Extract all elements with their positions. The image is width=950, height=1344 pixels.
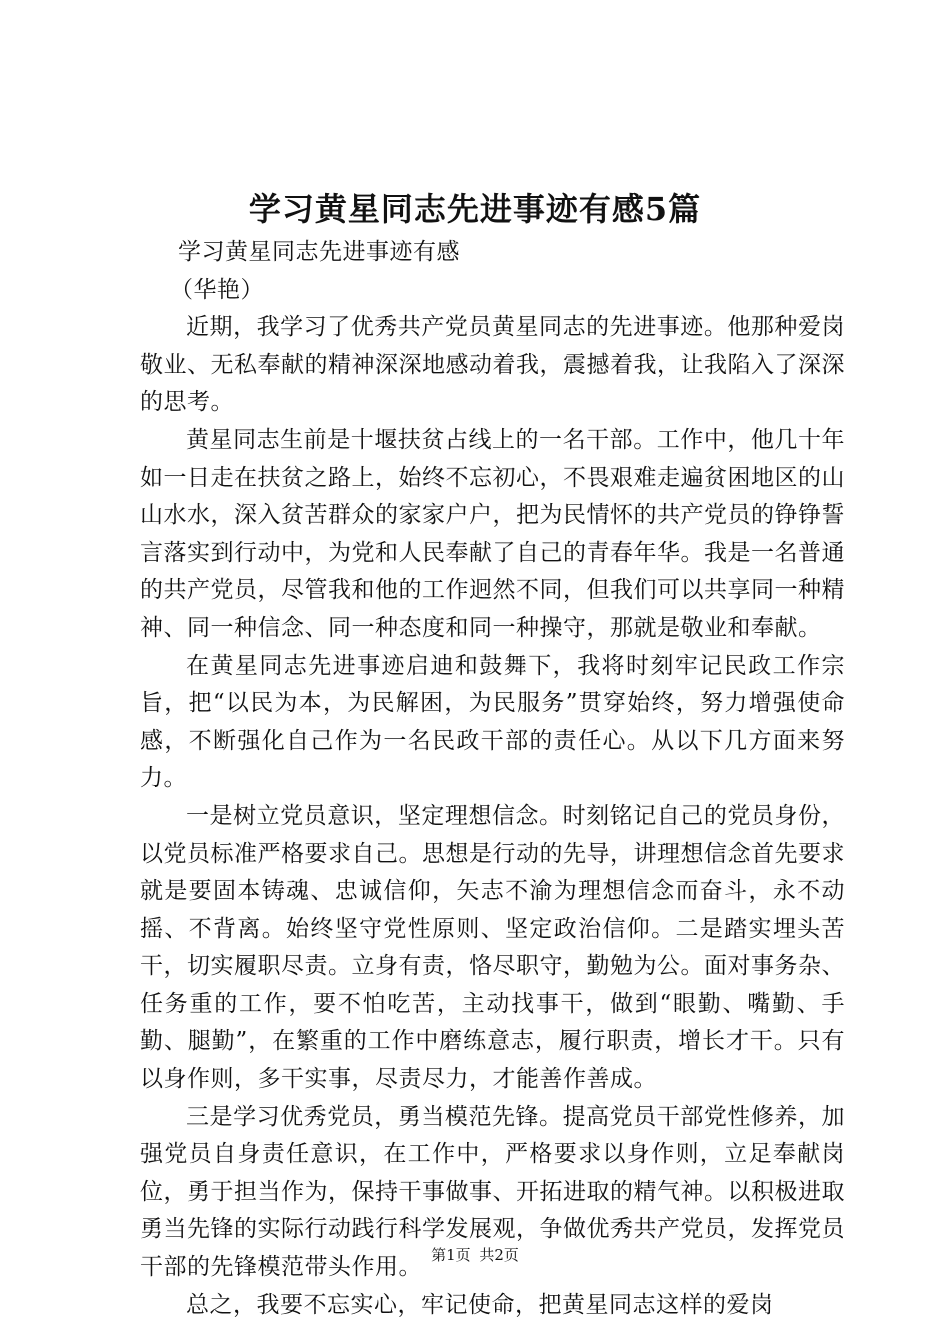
- page-total: 共2页: [479, 1246, 519, 1264]
- page-footer: [0, 1244, 950, 1266]
- document-subtitle: 学习黄星同志先进事迹有感: [178, 239, 460, 265]
- document-author: （华艳）: [170, 276, 264, 303]
- body-paragraph: 在黄星同志先进事迹启迪和鼓舞下，我将时刻牢记民政工作宗旨，把“以民为本，为民解困，为民服务”贯穿始终，努力增强使命感，不断强化自己作为一名民政干部的责任心。从以下几方面来努力。: [140, 652, 845, 792]
- page-number: 第1页: [431, 1246, 471, 1264]
- document-title: 学习黄星同志先进事迹有感5篇: [248, 190, 702, 228]
- body-paragraph: 黄星同志生前是十堰扶贫占线上的一名干部。工作中，他几十年如一日走在扶贫之路上，始终不忘初心，不畏艰难走遍贫困地区的山山水水，深入贫苦群众的家家户户，把为民情怀的共产党员的铮铮誓言落实到行动中，为党和人民奉献了自己的青春年华。我是一名普通的共产党员，尽管我和他的工作迥然不同，但我们可以共享同一种精神、同一种信念、同一种态度和同一种操守，那就是敬业和奉献。: [140, 426, 845, 641]
- body-paragraph: 近期，我学习了优秀共产党员黄星同志的先进事迹。他那种爱岗敬业、无私奉献的精神深深地感动着我，震撼着我，让我陷入了深深的思考。: [140, 314, 845, 416]
- body-paragraph: 一是树立党员意识，坚定理想信念。时刻铭记自己的党员身份，以党员标准严格要求自己。思想是行动的先导，讲理想信念首先要求就是要固本铸魂、忠诚信仰，矢志不渝为理想信念而奋斗，永不动摇、不背离。始终坚守党性原则、坚定政治信仰。二是踏实埋头苦干，切实履职尽责。立身有责，恪尽职守，勤勉为公。面对事务杂、任务重的工作，要不怕吃苦，主动找事干，做到“眼勤、嘴勤、手勤、腿勤”，在繁重的工作中磨练意志，履行职责，增长才干。只有以身作则，多干实事，尽责尽力，才能善作善成。: [140, 802, 845, 1093]
- document-body: [140, 234, 845, 1324]
- body-paragraph: 总之，我要不忘实心，牢记使命，把黄星同志这样的爱岗: [186, 1291, 774, 1318]
- body-paragraph: 三是学习优秀党员，勇当模范先锋。提高党员干部党性修养，加强党员自身责任意识，在工作中，严格要求以身作则，立足奉献岗位，勇于担当作为，保持干事做事、开拓进取的精气神。以积极进取勇当先锋的实际行动践行科学发展观，争做优秀共产党员，发挥党员干部的先锋模范带头作用。: [140, 1103, 845, 1281]
